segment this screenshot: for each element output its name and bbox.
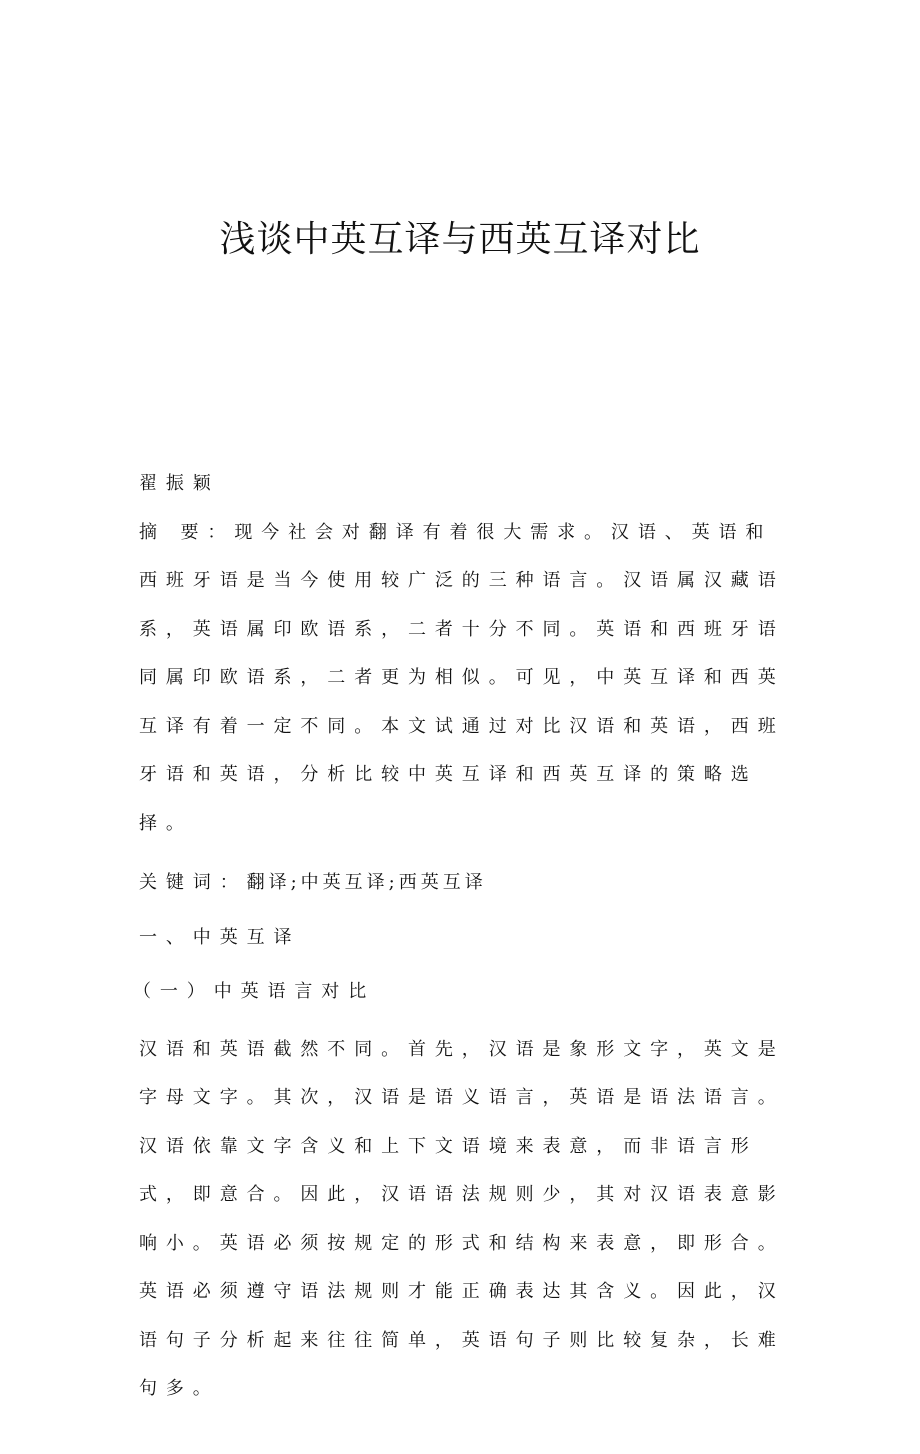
keywords-text: 翻译;中英互译;西英互译 bbox=[246, 872, 487, 893]
subsection-heading: （一）中英语言对比 bbox=[133, 981, 376, 1002]
author-name: 翟振颖 bbox=[139, 473, 220, 494]
section-heading: 一、中英互译 bbox=[139, 926, 301, 948]
abstract-label: 摘 要： bbox=[139, 521, 235, 543]
keywords bbox=[139, 859, 799, 908]
body-paragraph: 汉语和英语截然不同。首先，汉语是象形文字，英文是字母文字。其次，汉语是语义语言，英语是语法语言。汉语依靠文字含义和上下文语境来表意，而非语言形式，即意合。因此，汉语语法规则少，其对汉语表意影响小。英语必须按规定的形式和结构来表意，即形合。英语必须遵守语法规则才能正确表达其含义。因此，汉语句子分析起来往往简单，英语句子则比较复杂，长难句多。 bbox=[139, 1038, 785, 1399]
abstract-text: 现今社会对翻译有着很大需求。汉语、英语和西班牙语是当今使用较广泛的三种语言。汉语属汉藏语系，英语属印欧语系，二者十分不同。英语和西班牙语同属印欧语系，二者更为相似。可见，中英互译和西英互译有着一定不同。本文试通过对比汉语和英语，西班牙语和英语，分析比较中英互译和西英互译的策略选择。 bbox=[139, 521, 785, 834]
keywords-label: 关键词： bbox=[139, 872, 247, 893]
document-title: 浅谈中英互译与西英互译对比 bbox=[219, 219, 701, 260]
abstract bbox=[139, 509, 799, 849]
